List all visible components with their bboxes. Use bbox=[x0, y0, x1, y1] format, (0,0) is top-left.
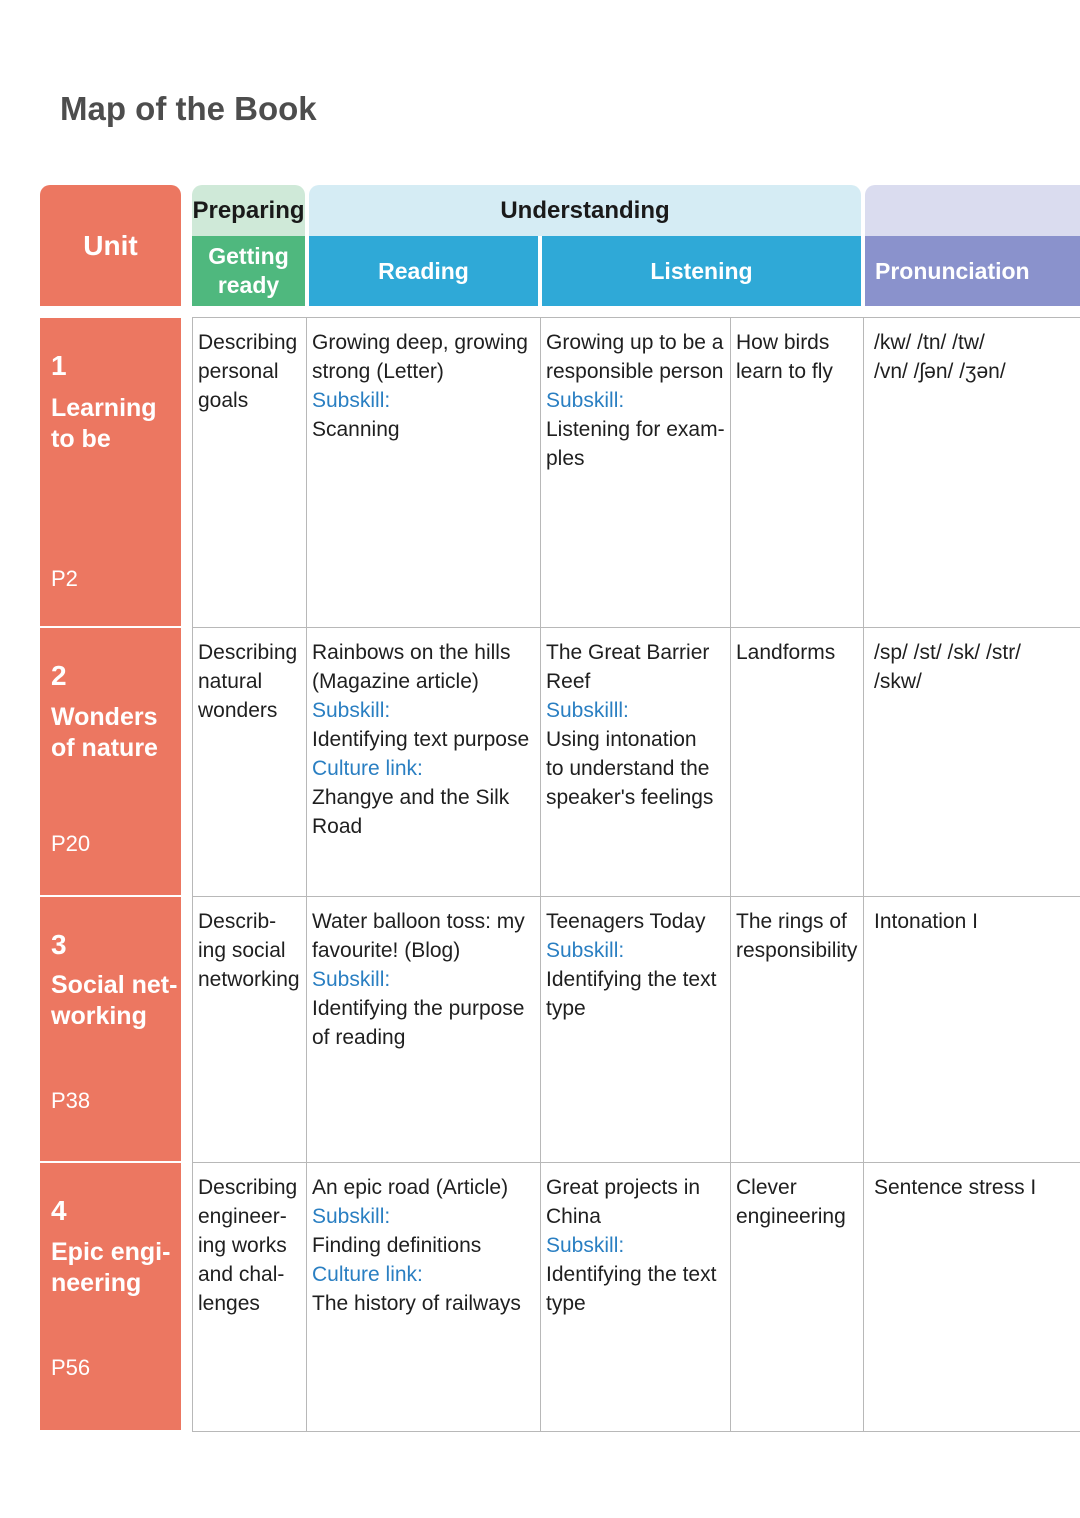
cell-text-line: Describing bbox=[198, 1176, 298, 1199]
cell-text-line: Identifying the text bbox=[546, 1263, 717, 1286]
row-divider bbox=[192, 627, 1080, 628]
column-divider bbox=[863, 317, 864, 1431]
cell-text-line: Using intonation bbox=[546, 728, 697, 751]
subskill-label: Subskill: bbox=[312, 699, 391, 722]
cell-extra bbox=[736, 328, 833, 386]
cell-text-line: of reading bbox=[312, 1026, 406, 1049]
subskill-label: Subskill: bbox=[312, 968, 391, 991]
cell-text-line: Reef bbox=[546, 670, 591, 693]
cell-text-line: Identifying the text bbox=[546, 968, 717, 991]
cell-pronunciation bbox=[874, 907, 978, 936]
cell-text-line: ples bbox=[546, 447, 585, 470]
unit-title-line: Epic engi- bbox=[51, 1238, 171, 1266]
cell-text-line: responsibility bbox=[736, 939, 858, 962]
unit-title bbox=[51, 1237, 170, 1299]
header-pronunciation: Pronunciation bbox=[865, 236, 1080, 306]
unit-title-line: to be bbox=[51, 425, 111, 453]
unit-cell bbox=[40, 318, 181, 626]
subskill-label: Subskill: bbox=[546, 389, 625, 412]
cell-text-line: /kw/ /tn/ /tw/ bbox=[874, 331, 985, 354]
subskill-label: Subskill: bbox=[312, 1205, 391, 1228]
cell-text-line: to understand the bbox=[546, 757, 710, 780]
cell-listening bbox=[546, 328, 725, 473]
cell-pronunciation bbox=[874, 638, 1021, 696]
cell-text-line: Sentence stress I bbox=[874, 1176, 1037, 1199]
unit-title bbox=[51, 702, 158, 764]
cell-text-line: Identifying the purpose bbox=[312, 997, 525, 1020]
cell-text-line: ing works bbox=[198, 1234, 287, 1257]
cell-text-line: ing social bbox=[198, 939, 286, 962]
unit-title bbox=[51, 970, 177, 1032]
cell-text-line: strong (Letter) bbox=[312, 360, 444, 383]
unit-number: 2 bbox=[51, 660, 67, 691]
unit-page-number: P2 bbox=[51, 566, 78, 591]
cell-text-line: natural bbox=[198, 670, 263, 693]
cell-getting-ready bbox=[198, 1173, 297, 1318]
unit-title-line: Social net- bbox=[51, 971, 178, 999]
column-divider bbox=[540, 317, 541, 1431]
unit-title-line: Learning bbox=[51, 394, 157, 422]
header-preparing: Preparing bbox=[192, 185, 305, 236]
cell-text-line: Landforms bbox=[736, 641, 836, 664]
unit-number: 1 bbox=[51, 350, 67, 381]
header-reading: Reading bbox=[309, 236, 538, 306]
cell-listening bbox=[546, 638, 713, 812]
unit-title-line: of nature bbox=[51, 734, 158, 762]
header-understanding: Understanding bbox=[309, 185, 861, 236]
cell-text-line: Zhangye and the Silk bbox=[312, 786, 510, 809]
cell-text-line: speaker's feelings bbox=[546, 786, 714, 809]
unit-page-number: P38 bbox=[51, 1088, 91, 1113]
header-listening: Listening bbox=[542, 236, 861, 306]
cell-text-line: The rings of bbox=[736, 910, 847, 933]
cell-reading bbox=[312, 328, 528, 444]
cell-text-line: Describing bbox=[198, 641, 298, 664]
cell-text-line: type bbox=[546, 1292, 586, 1315]
cell-text-line: /vn/ /ʃən/ /ʒən/ bbox=[874, 360, 1006, 383]
column-divider bbox=[730, 317, 731, 1431]
cell-getting-ready bbox=[198, 907, 300, 994]
cell-text-line: Describing bbox=[198, 331, 298, 354]
column-divider bbox=[306, 317, 307, 1431]
cell-text-line: Teenagers Today bbox=[546, 910, 706, 933]
cell-text-line: goals bbox=[198, 389, 249, 412]
cell-getting-ready bbox=[198, 638, 297, 725]
cell-extra bbox=[736, 1173, 846, 1231]
cell-text-line: Great projects in bbox=[546, 1176, 701, 1199]
cell-text-line: Growing up to be a bbox=[546, 331, 724, 354]
cell-text-line: responsible person bbox=[546, 360, 724, 383]
cell-text-line: Identifying text purpose bbox=[312, 728, 530, 751]
cell-text-line: favourite! (Blog) bbox=[312, 939, 461, 962]
cell-listening bbox=[546, 1173, 716, 1318]
unit-page-number: P56 bbox=[51, 1355, 91, 1380]
cell-text-line: Finding definitions bbox=[312, 1234, 482, 1257]
subskill-label: Culture link: bbox=[312, 757, 423, 780]
subskill-label: Subskilll: bbox=[546, 699, 629, 722]
cell-text-line: How birds bbox=[736, 331, 830, 354]
cell-text-line: Intonation I bbox=[874, 910, 978, 933]
cell-text-line: Water balloon toss: my bbox=[312, 910, 525, 933]
cell-reading bbox=[312, 638, 529, 841]
subskill-label: Subskill: bbox=[312, 389, 391, 412]
cell-text-line: lenges bbox=[198, 1292, 260, 1315]
unit-title-line: working bbox=[51, 1002, 147, 1030]
subskill-label: Subskill: bbox=[546, 939, 625, 962]
cell-listening bbox=[546, 907, 716, 1023]
unit-title-line: Wonders bbox=[51, 703, 158, 731]
unit-cell bbox=[40, 628, 181, 895]
cell-text-line: and chal- bbox=[198, 1263, 285, 1286]
cell-text-line: Growing deep, growing bbox=[312, 331, 528, 354]
header-unit: Unit bbox=[40, 185, 181, 306]
cell-reading bbox=[312, 907, 525, 1052]
cell-pronunciation bbox=[874, 328, 1006, 386]
cell-text-line: Listening for exam- bbox=[546, 418, 725, 441]
cell-text-line: networking bbox=[198, 968, 300, 991]
subskill-label: Subskill: bbox=[546, 1234, 625, 1257]
cell-text-line: (Magazine article) bbox=[312, 670, 479, 693]
column-divider bbox=[192, 317, 193, 1431]
cell-text-line: An epic road (Article) bbox=[312, 1176, 509, 1199]
header-pronunciation-group bbox=[865, 185, 1080, 236]
cell-text-line: type bbox=[546, 997, 586, 1020]
unit-page-number: P20 bbox=[51, 831, 91, 856]
cell-text-line: Rainbows on the hills bbox=[312, 641, 511, 664]
cell-extra bbox=[736, 907, 857, 965]
header-getting-ready: Getting ready bbox=[192, 236, 305, 306]
cell-text-line: Clever bbox=[736, 1176, 797, 1199]
cell-text-line: The Great Barrier bbox=[546, 641, 710, 664]
subskill-label: Culture link: bbox=[312, 1263, 423, 1286]
unit-cell bbox=[40, 1163, 181, 1430]
unit-cell bbox=[40, 897, 181, 1161]
cell-text-line: Road bbox=[312, 815, 363, 838]
cell-text-line: Scanning bbox=[312, 418, 400, 441]
cell-text-line: /sp/ /st/ /sk/ /str/ bbox=[874, 641, 1022, 664]
row-divider bbox=[192, 896, 1080, 897]
cell-pronunciation bbox=[874, 1173, 1036, 1202]
unit-title bbox=[51, 393, 157, 455]
page-title: Map of the Book bbox=[60, 90, 317, 127]
cell-text-line: learn to fly bbox=[736, 360, 833, 383]
cell-text-line: engineer- bbox=[198, 1205, 287, 1228]
table-top-border bbox=[192, 317, 1080, 318]
unit-number: 3 bbox=[51, 929, 67, 960]
cell-text-line: China bbox=[546, 1205, 601, 1228]
row-divider bbox=[192, 1431, 1080, 1432]
cell-text-line: personal bbox=[198, 360, 279, 383]
cell-text-line: engineering bbox=[736, 1205, 846, 1228]
unit-number: 4 bbox=[51, 1195, 67, 1226]
cell-text-line: wonders bbox=[198, 699, 278, 722]
row-divider bbox=[192, 1162, 1080, 1163]
cell-reading bbox=[312, 1173, 521, 1318]
cell-getting-ready bbox=[198, 328, 297, 415]
unit-title-line: neering bbox=[51, 1269, 142, 1297]
cell-text-line: /skw/ bbox=[874, 670, 922, 693]
cell-text-line: The history of railways bbox=[312, 1292, 521, 1315]
cell-extra bbox=[736, 638, 835, 667]
cell-text-line: Describ- bbox=[198, 910, 277, 933]
